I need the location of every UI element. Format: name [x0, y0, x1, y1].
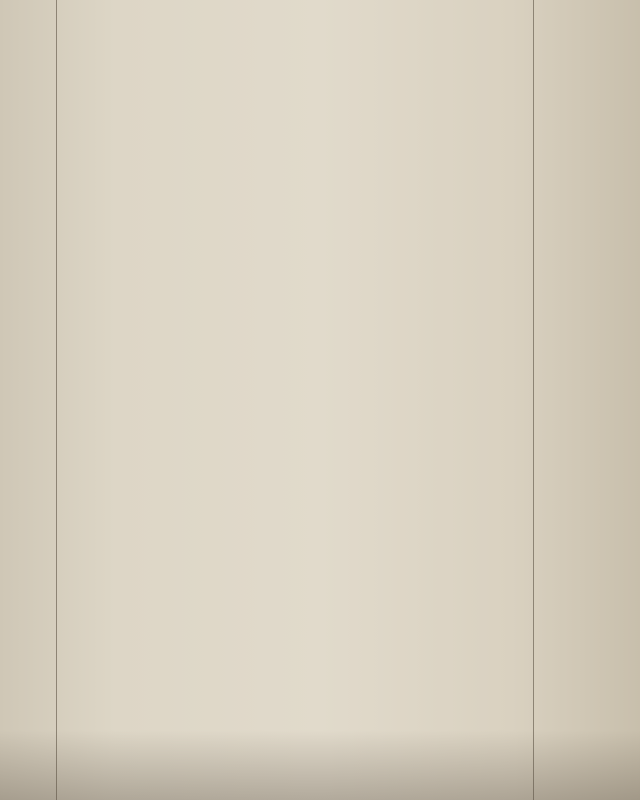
column-rule-right — [533, 0, 534, 800]
column-rule-left — [56, 0, 57, 800]
